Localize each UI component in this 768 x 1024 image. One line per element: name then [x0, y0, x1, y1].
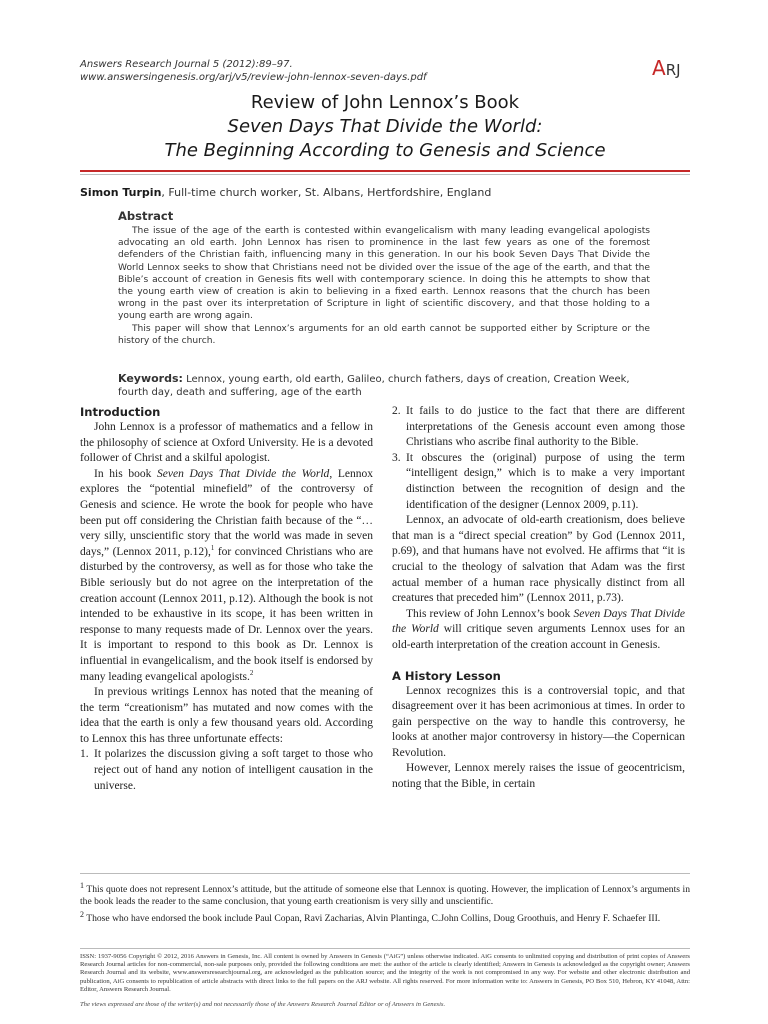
section-heading-history: A History Lesson [392, 668, 501, 683]
body-paragraph: However, Lennox merely raises the issue of geocentricism, noting that the Bible, in certain [392, 762, 685, 791]
copyright-notice: ISSN: 1937-9056 Copyright © 2012, 2016 Answers in Genesis, Inc. All content is owned by Answers in Genesis (“AiG”) unless otherwise indicated. AiG consents to unlimited copying and distribution of print copies of Answers Research Journal articles for non-commercial, non-sale purposes only, provided the following conditions are met: the author of the article is clearly identified; Answers in Genesis is acknowledged as the copyright owner; Answers Research Journal and its website, www.answersresearchjournal.org, are acknowledged as the publication source; and the integrity of the work is not compromised in any way. For website and other electronic distribution and publication, AiG consents to republication of article abstracts with direct links to the full papers on the ARJ website. All rights reserved. For more information write to: Answers in Genesis, PO Box 510, Hebron, KY 41048, Attn: Editor, Answers Research Journal. [80, 953, 690, 993]
keywords-label: Keywords: [118, 372, 183, 385]
logo-a: A [652, 56, 666, 80]
title-line-1: Review of John Lennox’s Book [250, 92, 520, 113]
left-column [80, 404, 373, 794]
footnote-text: This quote does not represent Lennox’s attitude, but the attitude of someone else that Lennox is quoting. However, the implication of Lennox’s arguments in the book leads the reader to the same conclusion, that young earth creationism is very silly and unscientific. [80, 884, 690, 907]
intro-paragraph-1: John Lennox is a professor of mathematics and a fellow in the philosophy of science at Oxford University. He is a devoted follower of Christ and a skilful apologist. [80, 421, 373, 465]
footnote-rule [80, 873, 690, 874]
list-text: It obscures the (original) purpose of using the term “intelligent design,” which is to make a very important distinction between the recognition of design and the identification of the designer (Lennox 2009, p.11). [406, 451, 685, 511]
journal-citation-block [80, 58, 427, 84]
book-title: Seven Days That Divide the World [157, 467, 330, 480]
title-rule-gray [80, 174, 690, 175]
keywords-text: Lennox, young earth, old earth, Galileo, church fathers, days of creation, Creation Week, fourth day, death and suffering, age of the earth [118, 374, 630, 398]
article-title [80, 91, 690, 163]
footnote-2 [80, 909, 690, 925]
keywords [118, 372, 650, 399]
list-item [80, 747, 373, 794]
author-line [80, 186, 491, 199]
disclaimer: The views expressed are those of the writer(s) and not necessarily those of the Answers Research Journal Editor or of Answers in Genesis. [80, 1001, 446, 1008]
journal-citation: Answers Research Journal 5 (2012):89–97. [80, 59, 293, 70]
body-paragraph: Lennox, an advocate of old-earth creationism, does believe that man is a “direct special creation” by God (Lennox 2011, p.69), and that humans have not evolved. He affirms that “it is crucial to the theology of salvation that Adam was the first actual member of a human race physically distinct from all creatures that preceded him” (Lennox 2011, p.73). [392, 514, 685, 605]
book-title: Seven Days That Divide the World [392, 607, 685, 636]
title-line-3: The Beginning According to Genesis and Science [164, 140, 606, 161]
footnote-ref-1[interactable]: 1 [210, 543, 215, 552]
abstract-heading: Abstract [118, 209, 174, 223]
abstract-paragraph-1: The issue of the age of the earth is contested within evangelicalism with many leading evangelical apologists advocating an old earth. John Lennox has risen to prominence in the last few years as one of the foremost defenders of the Christian faith, influencing many in this generation. In our his book Seven Days That Divide the World Lennox seeks to show that Christians need not be divided over the issue of the age of the earth, and that the Bible’s account of creation in Genesis fits well with contemporary science. In doing this he attempts to show that the young earth view of creation is akin to believing in a fixed earth. Lennox reasons that the church has been wrong in the past over its interpretation of Scripture in light of scientific discovery, and that those holding to a young earth are wrong again. [118, 226, 650, 322]
section-heading-introduction: Introduction [80, 405, 161, 419]
list-text: It fails to do justice to the fact that there are different interpretations of the Genesis account even among those Christians who ascribe final authority to the Bible. [406, 405, 685, 449]
body-paragraph: Lennox recognizes this is a controversial topic, and that disagreement over it has been acrimonious at times. In order to gain perspective on the way to handle this controversy, he looks at another major controversy in history—the Copernican Revolution. [392, 684, 685, 759]
intro-paragraph-2 [80, 467, 373, 685]
footnote-1 [80, 880, 690, 908]
text-run: In his book [94, 467, 158, 480]
list-number: 2. [392, 405, 401, 417]
abstract [118, 209, 650, 347]
intro-paragraph-3: In previous writings Lennox has noted that the meaning of the term “creationism” has mutated and now comes with the idea that the earth is only a few thousand years old. According to Lennox this has three unfortunate effects: [80, 686, 373, 745]
body-paragraph [392, 607, 685, 654]
right-column [392, 404, 685, 793]
title-rule-red [80, 170, 690, 172]
list-item [392, 404, 685, 451]
title-line-2: Seven Days That Divide the World: [227, 116, 543, 137]
arj-logo [652, 56, 681, 80]
section-spacer [392, 654, 685, 668]
article-url: www.answersingenesis.org/arj/v5/review-john-lennox-seven-days.pdf [80, 72, 427, 83]
text-run: This review of John Lennox’s book [406, 607, 574, 620]
list-number: 3. [392, 451, 401, 464]
list-number: 1. [80, 748, 89, 761]
footnote-mark: 2 [80, 909, 84, 919]
author-name: Simon Turpin [80, 186, 162, 199]
text-run: , Lennox explores the “potential minefield” of the controversy of Genesis and science. He wrote the book for people who have been put off considering the Christian faith because of the “…very silly, unscientific story that the world was made in seven days,” (Lennox 2011, p.12), [80, 467, 373, 558]
text-run: will critique seven arguments Lennox uses for an old-earth interpretation of the creation account in Genesis. [392, 623, 685, 651]
text-run: for convinced Christians who are disturbed by the controversy, as well as for those who take the Bible seriously but do not agree on the interpretation of the creation account (Lennox 2011, p.12). Although the book is not intended to be exhaustive in its scope, it has been written in response to many requests made of Dr. Lennox over the years. It is important to respond to this book as Dr. Lennox is influential in evangelicalism, and the book itself is endorsed by many leading evangelical apologists. [80, 545, 374, 683]
footnotes [80, 880, 690, 926]
footnote-mark: 1 [80, 881, 84, 890]
footnote-ref-2[interactable]: 2 [249, 668, 254, 677]
legal-rule [80, 948, 690, 949]
author-affiliation: , Full-time church worker, St. Albans, Hertfordshire, England [161, 186, 492, 199]
footnote-text: Those who have endorsed the book include Paul Copan, Ravi Zacharias, Alvin Plantinga, C.John Collins, Doug Groothuis, and Henry F. Schaefer III. [84, 912, 661, 924]
list-item [392, 451, 685, 513]
logo-rj: RJ [665, 61, 681, 79]
list-text: It polarizes the discussion giving a soft target to those who reject out of hand any notion of intelligent causation in the universe. [94, 748, 373, 792]
abstract-paragraph-2: This paper will show that Lennox’s arguments for an old earth cannot be supported either by Scripture or the history of the church. [118, 323, 650, 346]
